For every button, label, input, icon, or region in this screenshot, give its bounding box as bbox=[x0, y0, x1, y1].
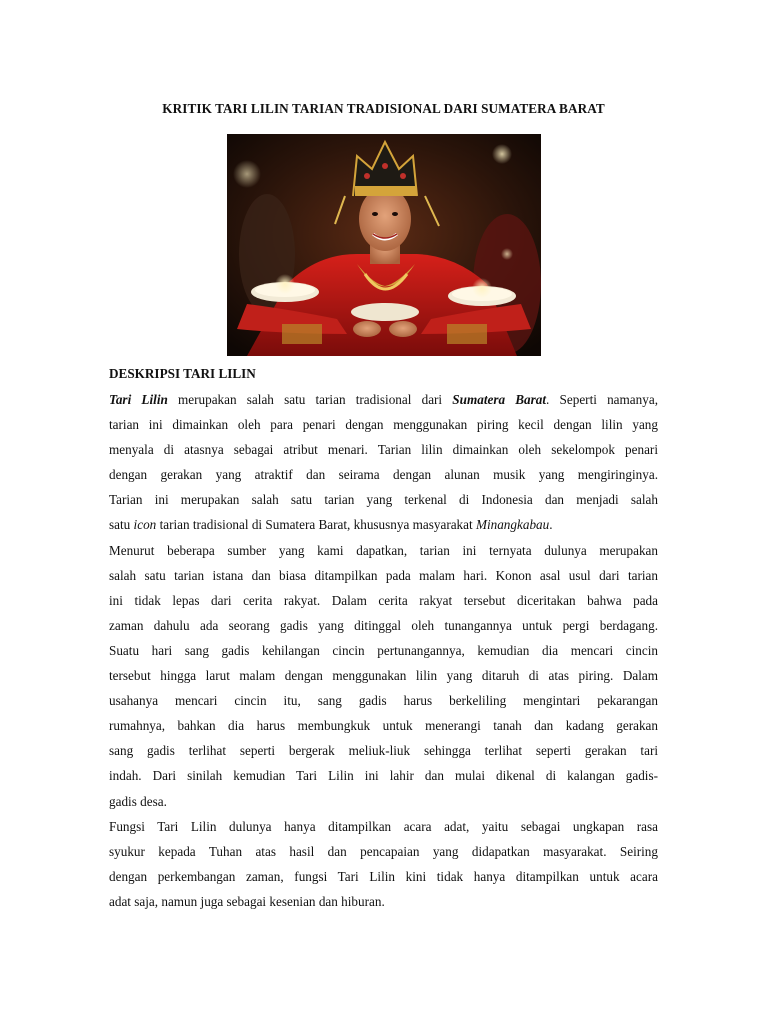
text-line: usahanya mencari cincin itu, sang gadis harus berkeliling mengintari pekarangan bbox=[109, 693, 658, 709]
body-text bbox=[109, 387, 658, 914]
text-line: salah satu tarian istana dan biasa ditampilkan pada malam hari. Konon asal usul dari tarian bbox=[109, 567, 658, 583]
document-title: KRITIK TARI LILIN TARIAN TRADISIONAL DARI SUMATERA BARAT bbox=[162, 101, 605, 116]
text-line: rumahnya, bahkan dia harus membungkuk untuk menerangi tanah dan kadang gerakan bbox=[109, 718, 658, 734]
text-line: Suatu hari sang gadis kehilangan cincin pertunangannya, kemudian dia mencari cincin bbox=[109, 642, 658, 658]
dancer-illustration bbox=[227, 134, 541, 356]
text-line: Fungsi Tari Lilin dulunya hanya ditampilkan acara adat, yaitu sebagai ungkapan rasa bbox=[109, 818, 658, 834]
text-line: gadis desa. bbox=[109, 793, 167, 809]
paragraph-1 bbox=[109, 387, 658, 538]
text-line: sang gadis terlihat seperti bergerak meliuk-liuk sehingga terlihat seperti gerakan tari bbox=[109, 743, 658, 759]
text-line: dengan perkembangan zaman, fungsi Tari Lilin kini tidak hanya ditampilkan untuk acara bbox=[109, 868, 658, 884]
paragraph-2 bbox=[109, 538, 658, 814]
text-line: indah. Dari sinilah kemudian Tari Lilin ini lahir dan mulai dikenal di kalangan gadis- bbox=[109, 768, 658, 784]
text-line: tersebut hingga larut malam dengan menggunakan lilin yang ditaruh di atas piring. Dalam bbox=[109, 668, 658, 684]
text-line: Menurut beberapa sumber yang kami dapatkan, tarian ini ternyata dulunya merupakan bbox=[109, 542, 658, 558]
text-line: menyala di atasnya sebagai atribut menari. Tarian lilin dimainkan oleh sekelompok penari bbox=[109, 442, 658, 458]
text-line: tarian ini dimainkan oleh para penari dengan menggunakan piring kecil dengan lilin yang bbox=[109, 417, 658, 433]
text-line: zaman dahulu ada seorang gadis yang ditinggal oleh tunangannya untuk pergi berdagang. bbox=[109, 617, 658, 633]
section-heading: DESKRIPSI TARI LILIN bbox=[109, 366, 256, 381]
text-line: satu icon tarian tradisional di Sumatera Barat, khususnya masyarakat Minangkabau. bbox=[109, 517, 553, 533]
dancer-photo bbox=[227, 134, 541, 356]
text-line: Tari Lilin merupakan salah satu tarian tradisional dari Sumatera Barat. Seperti namanya, bbox=[109, 392, 658, 407]
text-line: dengan gerakan yang atraktif dan seirama dengan alunan musik yang mengiringinya. bbox=[109, 467, 658, 483]
text-line: Tarian ini merupakan salah satu tarian yang terkenal di Indonesia dan menjadi salah bbox=[109, 492, 658, 508]
paragraph-3 bbox=[109, 814, 658, 914]
text-line: syukur kepada Tuhan atas hasil dan pencapaian yang didapatkan masyarakat. Seiring bbox=[109, 843, 658, 859]
text-line: adat saja, namun juga sebagai kesenian dan hiburan. bbox=[109, 893, 385, 909]
text-line: ini tidak lepas dari cerita rakyat. Dalam cerita rakyat tersebut diceritakan bahwa pada bbox=[109, 592, 658, 608]
